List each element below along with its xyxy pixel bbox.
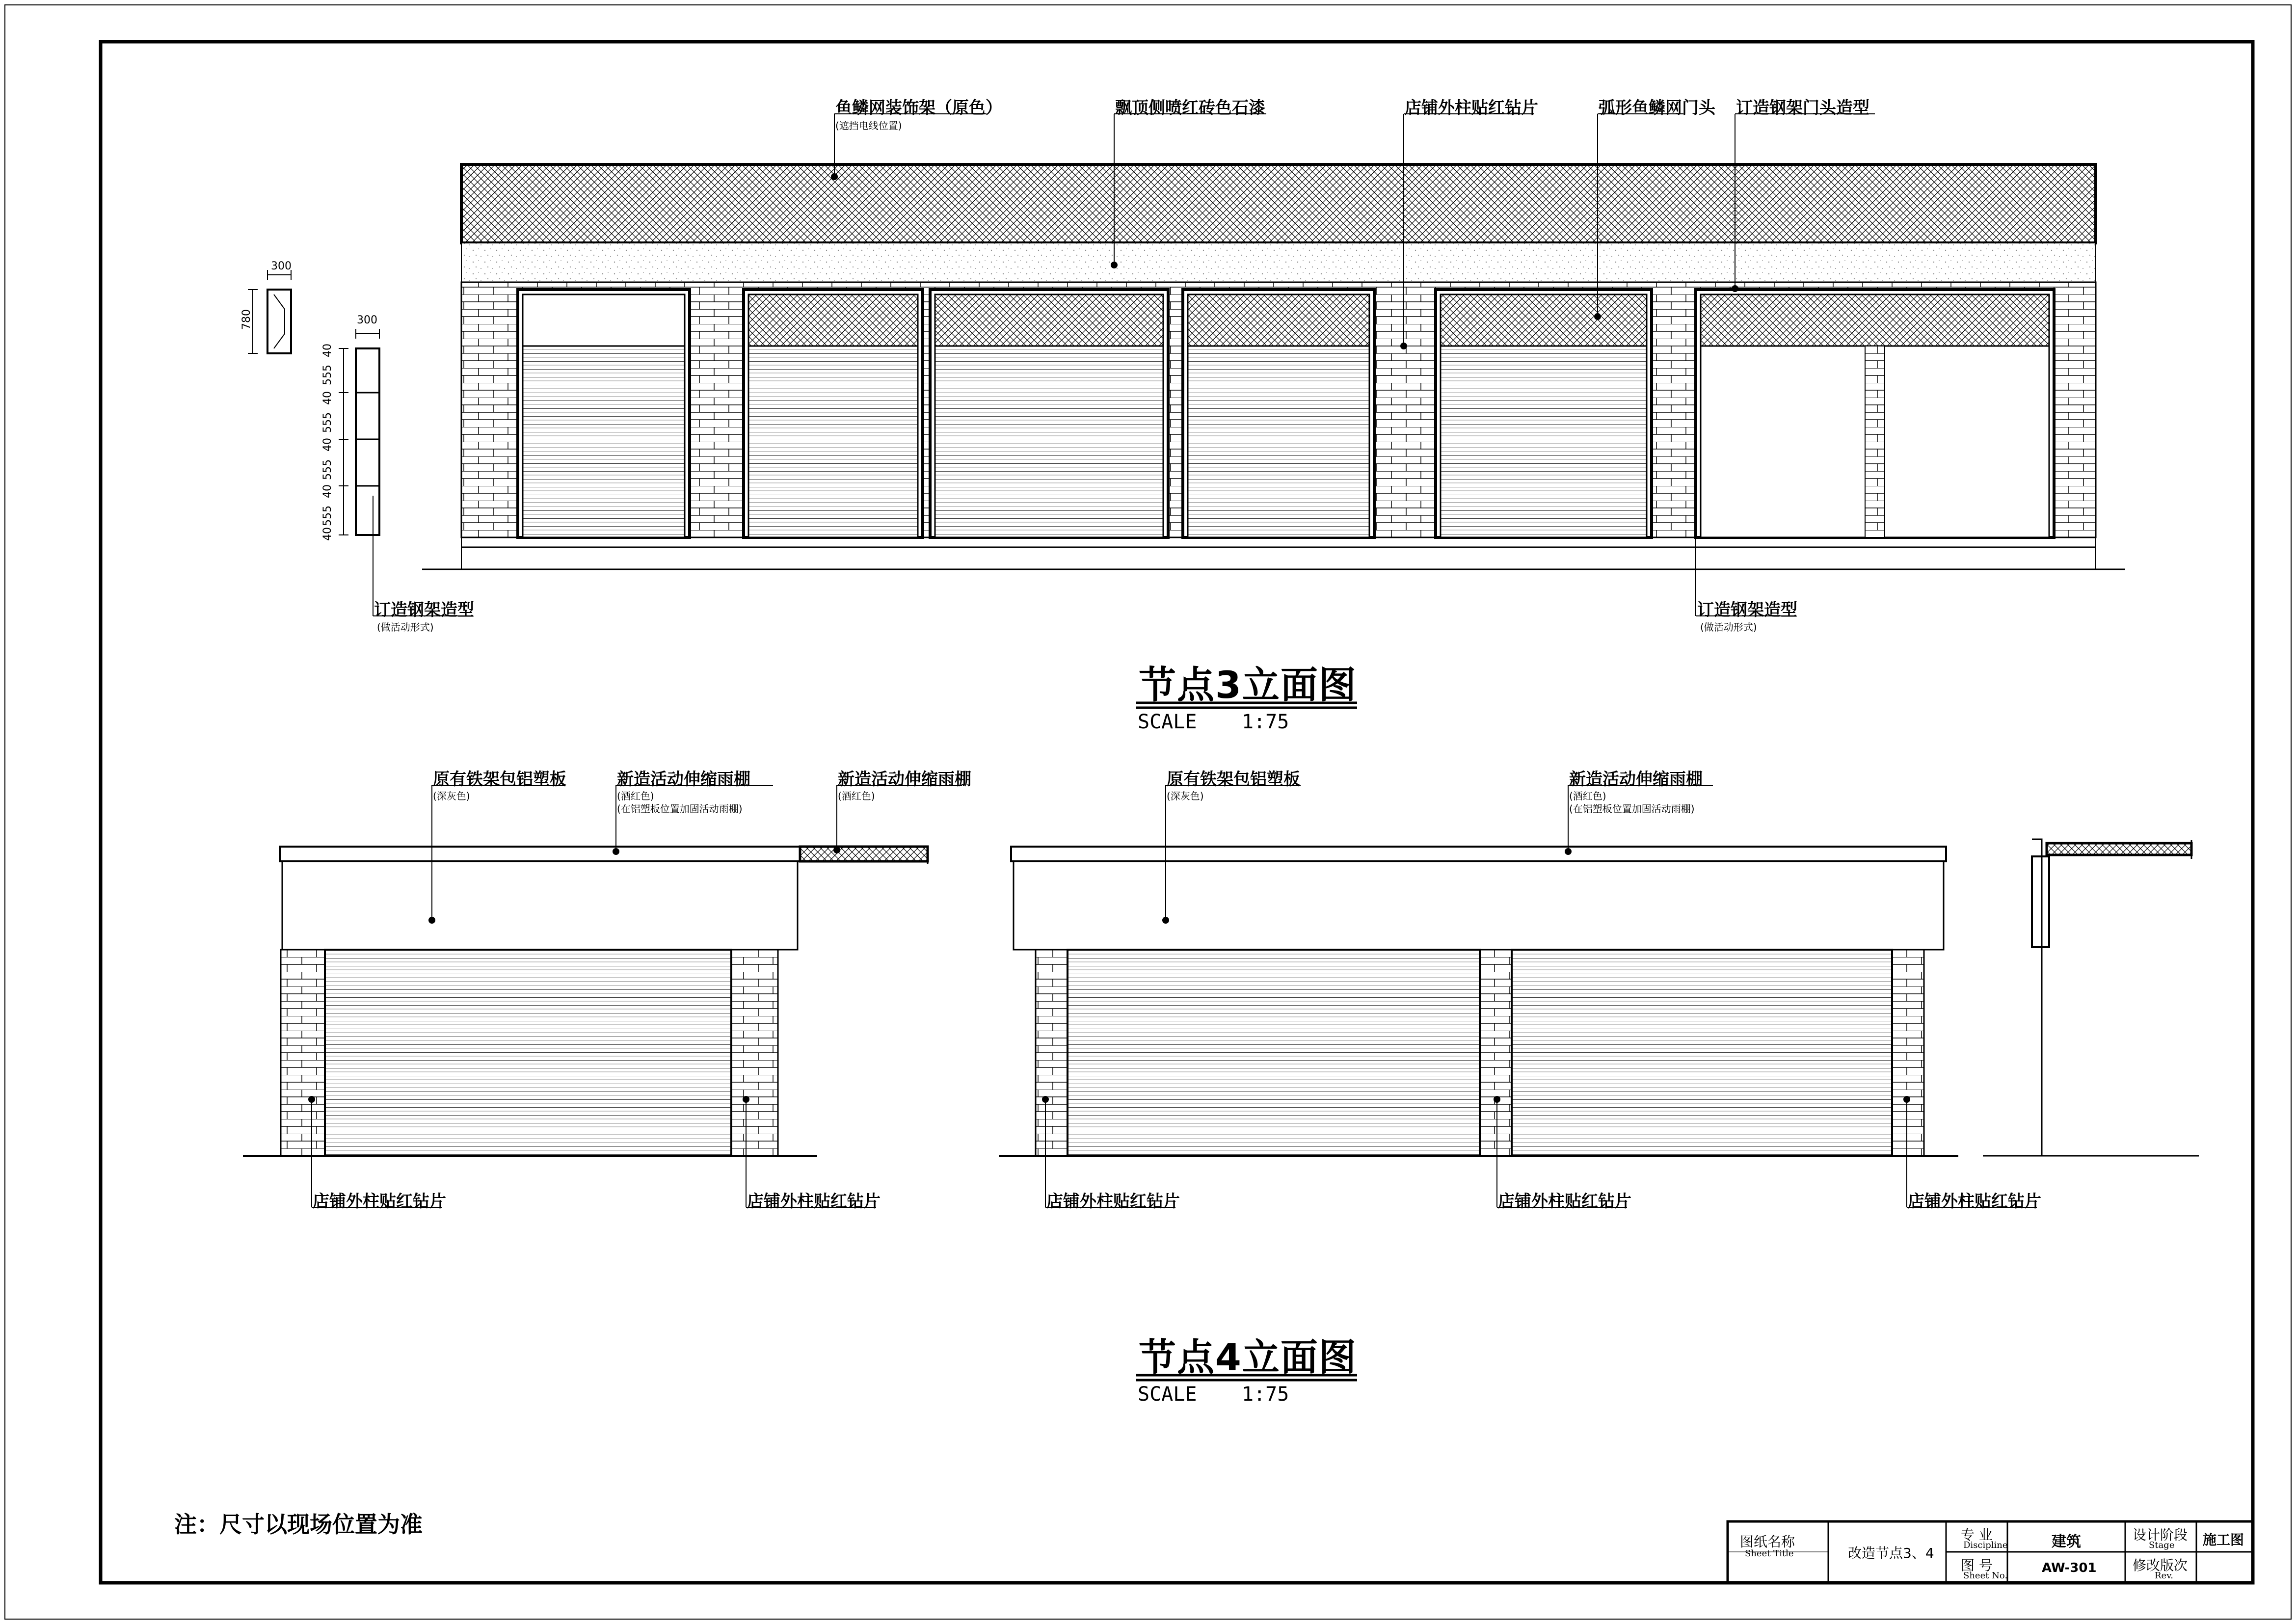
tb-sheet-title-value: 改造节点3、4 (1848, 1545, 1934, 1561)
site-note: 注：尺寸以现场位置为准 (174, 1511, 423, 1538)
base-step (422, 537, 2125, 569)
tb-sheet-title-cn: 图纸名称 (1740, 1534, 1795, 1550)
callout-canopy-paint: 飘顶侧喷红砖色石漆 (1115, 98, 1265, 118)
callout-panel-right-note: (深灰色) (1167, 790, 1204, 802)
elevation-4-drawing (243, 785, 2199, 1380)
dim-stack-6: 555 (321, 459, 334, 480)
callout-steel-frame-left: 订造钢架造型 (374, 600, 474, 620)
dim-stack-9: 40 (321, 527, 334, 541)
callout-arched-mesh-header: 弧形鱼鳞网门头 (1599, 98, 1715, 118)
callout-steel-frame-left-note: (做活动形式) (377, 621, 434, 633)
dim-stack-4: 555 (321, 412, 334, 433)
callout-awning-left-note2: (在铝塑板位置加固活动雨棚) (617, 803, 743, 815)
bay-6 (1696, 290, 2054, 537)
tb-sheet-no-en: Sheet No. (1963, 1571, 2008, 1581)
elevation-4-scale-value: 1:75 (1242, 1383, 1289, 1406)
callout-column-tile-1: 店铺外柱贴红钻片 (313, 1192, 446, 1211)
callout-awning-side: 新造活动伸缩雨棚 (838, 770, 971, 789)
bay-1 (518, 290, 690, 537)
callout-steel-frame-right-note: (做活动形式) (1700, 621, 1757, 633)
bay-2 (744, 290, 923, 537)
callout-awning-left: 新造活动伸缩雨棚 (617, 770, 750, 789)
callout-awning-right-note2: (在铝塑板位置加固活动雨棚) (1569, 803, 1695, 815)
tb-sheet-no-value: AW-301 (2042, 1561, 2097, 1575)
callout-panel-right: 原有铁架包铝塑板 (1167, 770, 1300, 789)
bay-3 (930, 290, 1168, 537)
callout-panel-left-note: (深灰色) (433, 790, 470, 802)
callout-awning-side-note: (酒红色) (838, 790, 875, 802)
dim-stack-8: 555 (321, 506, 334, 526)
callout-awning-right: 新造活动伸缩雨棚 (1569, 770, 1703, 789)
callout-steel-frame-right: 订造钢架造型 (1697, 600, 1797, 620)
elevation-4-title: 节点4立面图 (1139, 1335, 1357, 1379)
elevation-3-drawing (248, 114, 2125, 708)
tb-rev-en: Rev. (2155, 1571, 2173, 1581)
tb-sheet-no-cn: 图 号 (1961, 1557, 1993, 1573)
callout-awning-right-note1: (酒红色) (1569, 790, 1606, 802)
canopy-stucco (461, 243, 2096, 282)
tb-discipline-value: 建筑 (2052, 1533, 2081, 1550)
fishscale-frame (461, 164, 2096, 243)
dim-stack-7: 40 (321, 484, 334, 498)
callout-fishscale-frame-note: (遮挡电线位置) (835, 120, 902, 132)
callout-column-tile-4: 店铺外柱贴红钻片 (1498, 1192, 1631, 1211)
tb-stage-cn: 设计阶段 (2133, 1527, 2188, 1543)
dim-stack-3: 40 (321, 391, 334, 405)
tb-sheet-title-en: Sheet Title (1745, 1548, 1794, 1559)
bay-4 (1183, 290, 1374, 537)
tb-discipline-en: Discipline (1963, 1540, 2008, 1550)
dim-small-height: 780 (240, 309, 253, 330)
tb-discipline-cn: 专 业 (1961, 1527, 1993, 1543)
elevation-3-scale-label: SCALE (1138, 711, 1197, 733)
dim-stack-2: 555 (321, 365, 334, 385)
elevation-3-title: 节点3立面图 (1139, 663, 1357, 707)
side-section (1983, 839, 2199, 1156)
dim-tall-width: 300 (357, 314, 377, 326)
tb-stage-en: Stage (2149, 1540, 2175, 1550)
tb-rev-cn: 修改版次 (2133, 1557, 2188, 1573)
callout-column-tile-3: 店铺外柱贴红钻片 (1046, 1192, 1180, 1211)
dim-small-width: 300 (271, 260, 292, 272)
elevation-3-scale-value: 1:75 (1242, 711, 1289, 733)
callout-awning-left-note1: (酒红色) (617, 790, 654, 802)
callout-steel-header-frame: 订造钢架门头造型 (1736, 98, 1869, 118)
tb-stage-value: 施工图 (2203, 1532, 2244, 1548)
callout-column-tile: 店铺外柱贴红钻片 (1405, 98, 1538, 118)
frame-detail-small (248, 270, 291, 353)
bay-5 (1436, 290, 1652, 537)
callout-panel-left: 原有铁架包铝塑板 (433, 770, 566, 789)
dim-stack-1: 40 (321, 344, 334, 357)
elevation-4-scale-label: SCALE (1138, 1383, 1197, 1406)
callout-column-tile-2: 店铺外柱贴红钻片 (747, 1192, 881, 1211)
dim-stack-5: 40 (321, 438, 334, 452)
callout-column-tile-5: 店铺外柱贴红钻片 (1908, 1192, 2041, 1211)
callout-fishscale-frame: 鱼鳞网装饰架（原色） (835, 98, 1002, 118)
